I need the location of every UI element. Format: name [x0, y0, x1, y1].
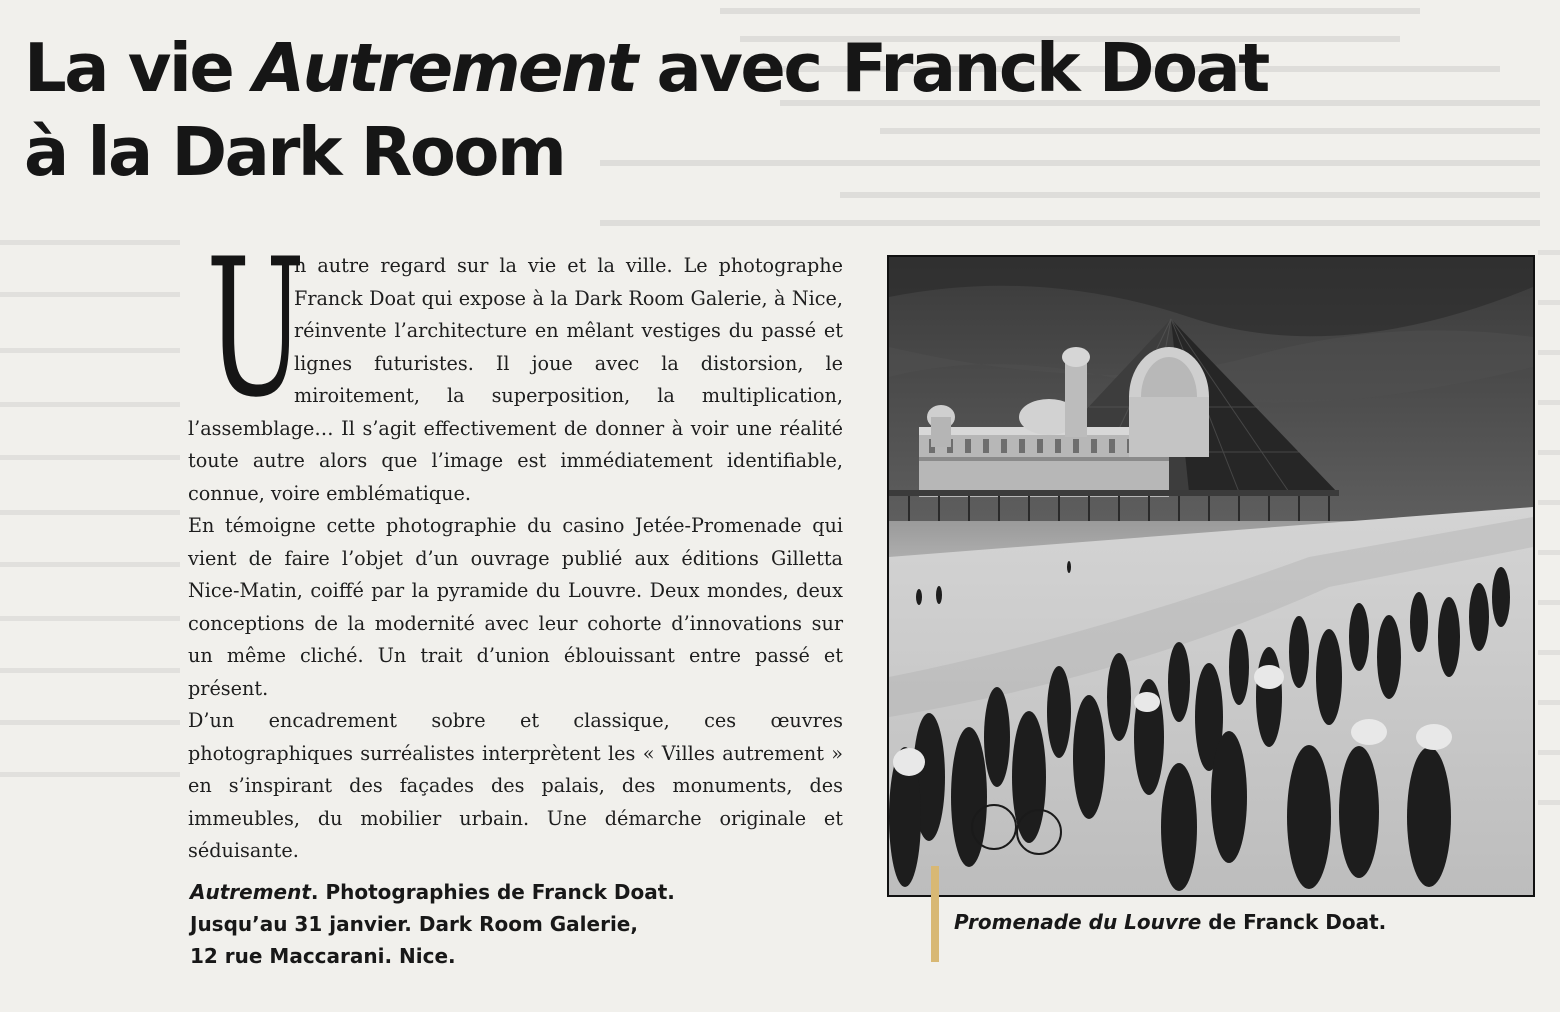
article-body [188, 218, 843, 868]
caption-accent-bar [931, 866, 939, 962]
headline-text: La vie [24, 29, 254, 107]
info-line: Autrement. Photographies de Franck Doat. [190, 880, 675, 904]
headline-line-1 [24, 26, 1268, 110]
exhibition-info [190, 876, 750, 972]
article-paragraph: n autre regard sur la vie et la ville. Le photographe Franck Doat qui expose à la Dark Room Galerie, à Nice, réinvente l’architecture en mêlant vestiges du passé et lignes futuristes. Il joue avec la distorsion, le miroitement, la superposition, la multiplication, l’assemblage… Il s’agit effectivement de donner à voir une réalité toute autre alors que l’image est immédiatement identifiable, connue, voire emblématique. [188, 254, 843, 505]
photograph-image [889, 257, 1533, 895]
info-line: Jusqu’au 31 janvier. Dark Room Galerie, [190, 912, 638, 936]
photograph [887, 255, 1535, 897]
photo-caption: Promenade du Louvre de Franck Doat. [954, 910, 1387, 934]
article-paragraph: En témoigne cette photographie du casino Jetée-Promenade qui vient de faire l’objet d’un ouvrage publié aux éditions Gilletta Nice-Matin, coiffé par la pyramide du Louvre. Deux mondes, deux conceptions de la modernité avec leur cohorte d’innovations sur un même cliché. Un trait d’union éblouissant entre passé et présent. [188, 514, 843, 700]
drop-cap: U [206, 218, 306, 439]
info-line: 12 rue Maccarani. Nice. [190, 944, 456, 968]
headline [24, 26, 1268, 194]
headline-text: avec Franck Doat [635, 29, 1268, 107]
photo-title: Promenade du Louvre [954, 910, 1202, 934]
headline-italic-title: Autrement [253, 29, 636, 107]
headline-line-2: à la Dark Room [24, 113, 565, 191]
article-paragraph: D’un encadrement sobre et classique, ces œuvres photographiques surréalistes interprètent les « Villes autrement » en s’inspirant des façades des palais, des monuments, des immeubles, du mobilier urbain. Une démarche originale et séduisante. [188, 709, 843, 862]
article-text [188, 218, 843, 868]
exhibition-title: Autrement [190, 880, 311, 904]
